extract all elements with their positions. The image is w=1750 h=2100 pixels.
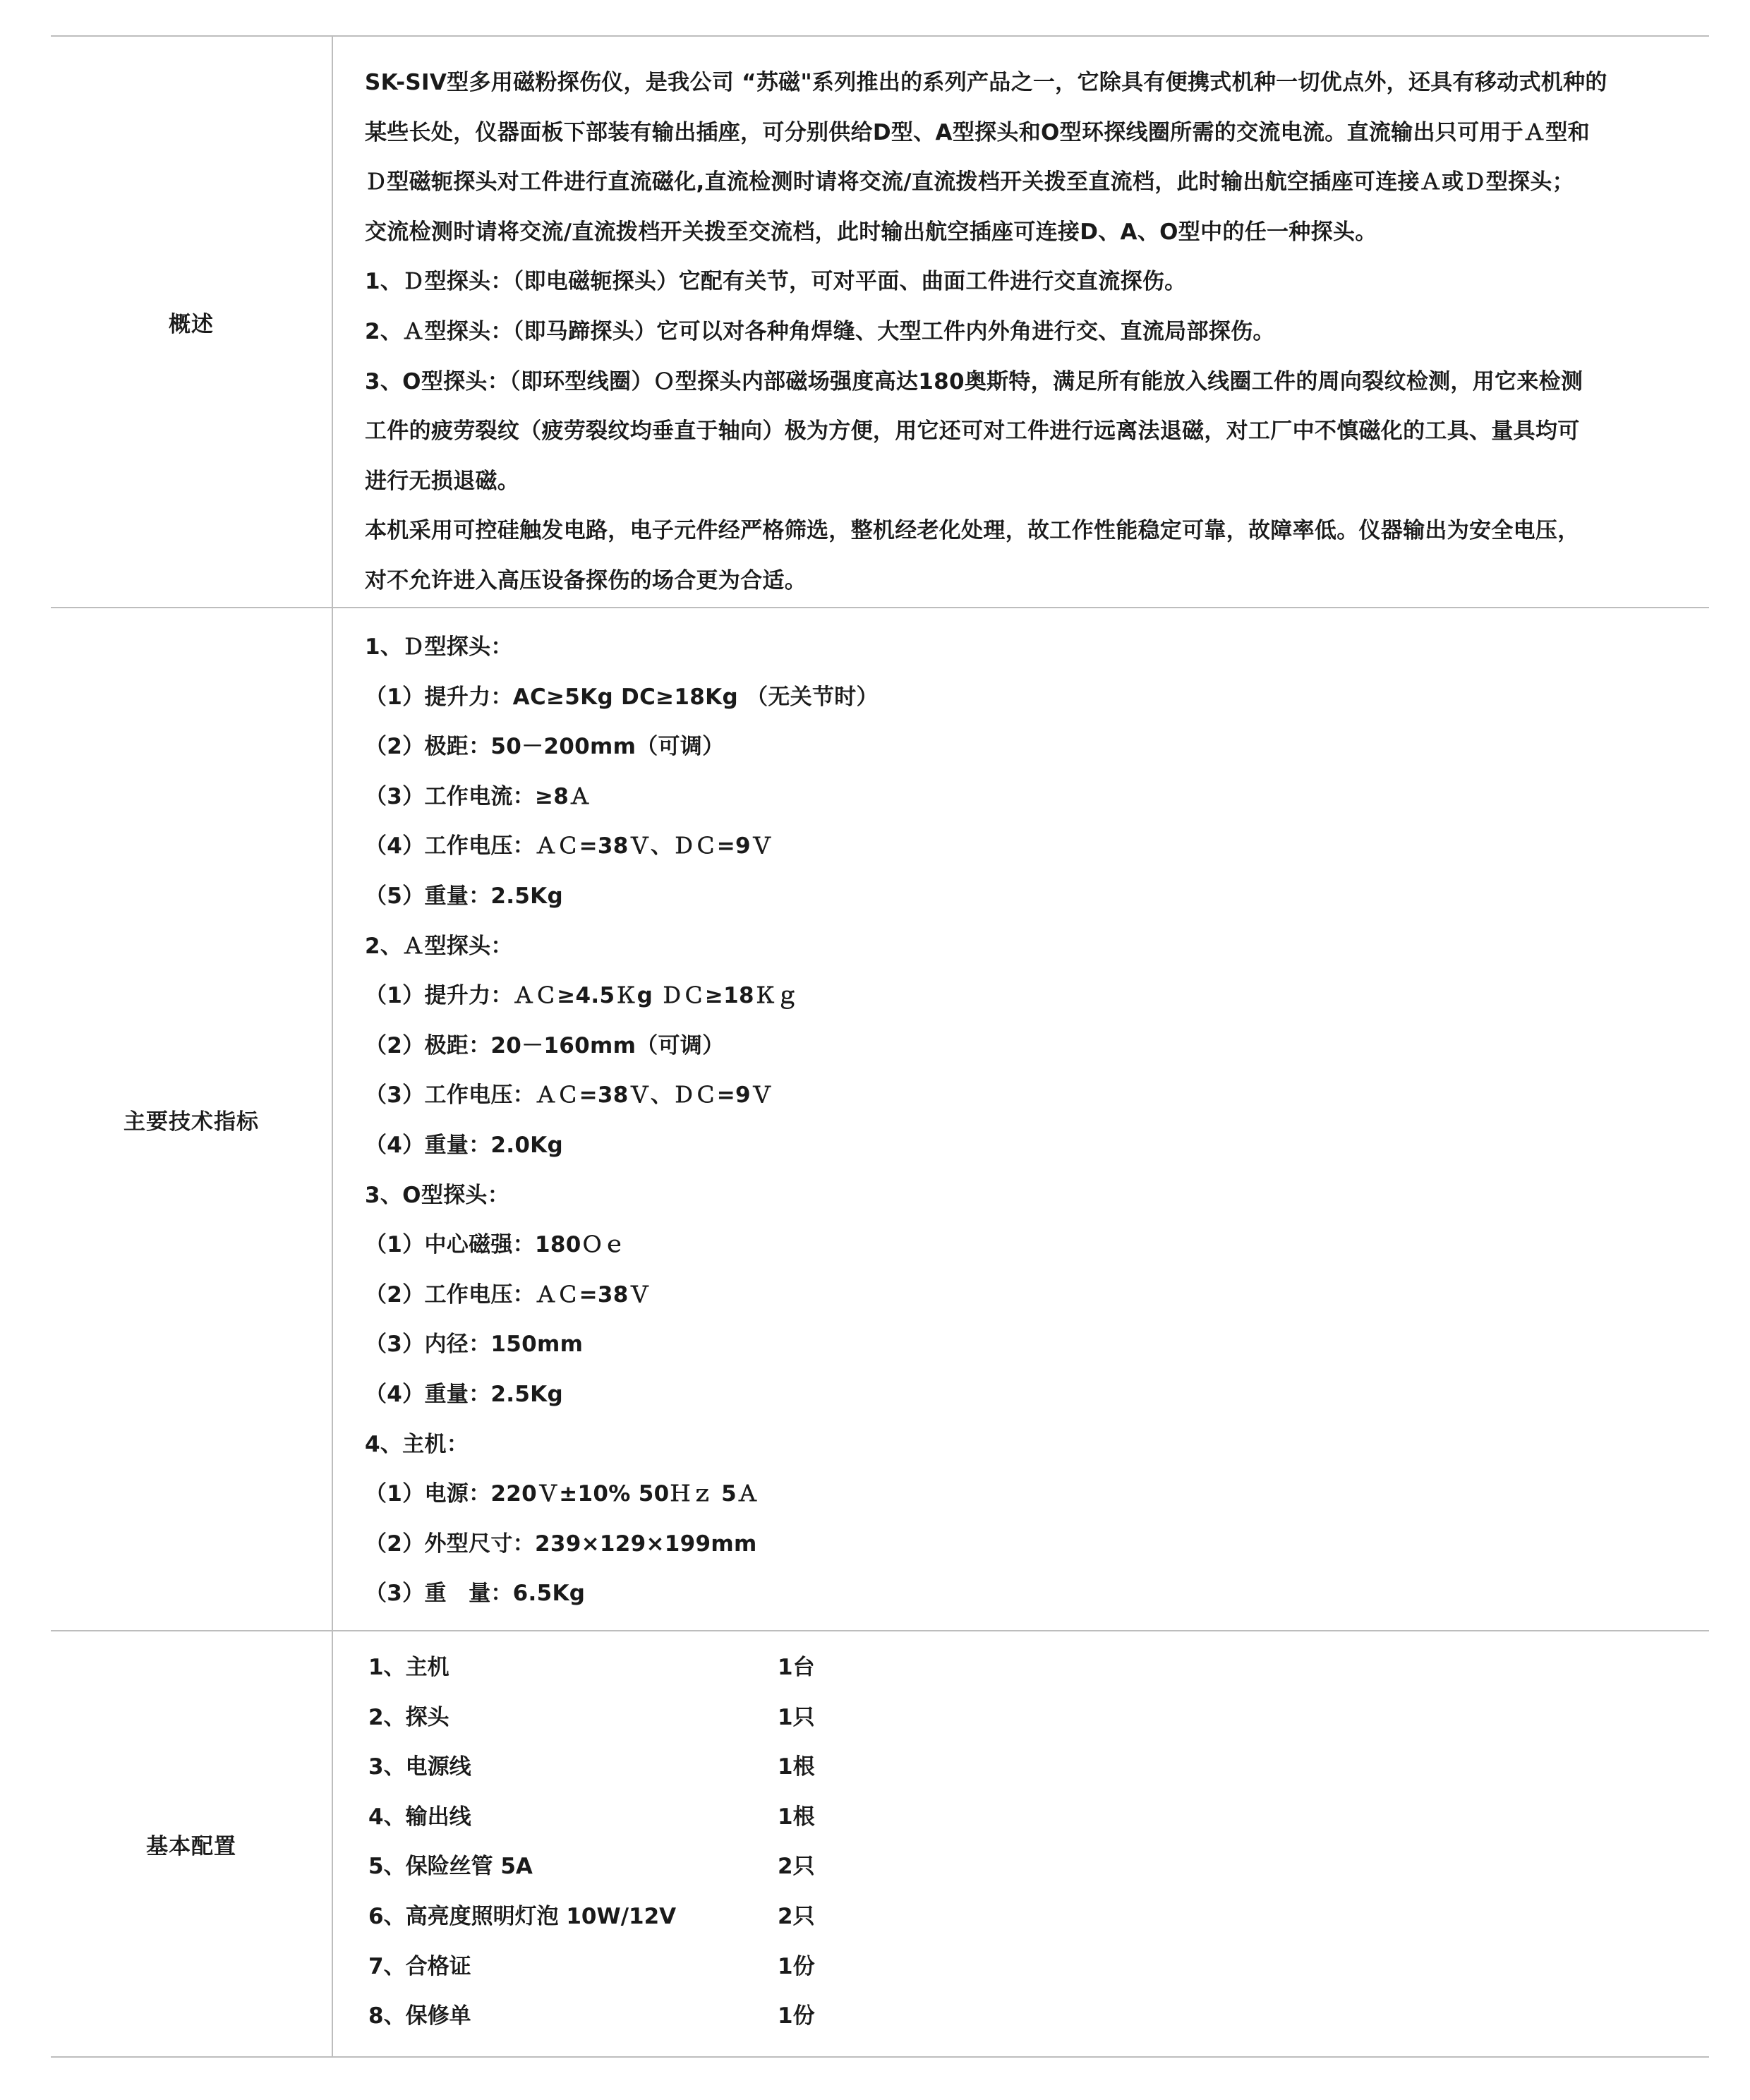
config-item-qty: 1根 [778, 1754, 815, 1780]
config-item [368, 1792, 1681, 1842]
config-item-qty: 1份 [778, 1953, 815, 1979]
config-item-name: 5、保险丝管 5A [368, 1854, 533, 1880]
config-content [333, 1631, 1709, 2056]
spec-line: （3）工作电压：ＡＣ=38Ｖ、ＤＣ=9Ｖ [365, 1082, 773, 1109]
spec-line: （5）重量：2.5Kg [365, 883, 563, 909]
config-item [368, 1643, 1681, 1693]
config-item-name: 3、电源线 [368, 1754, 471, 1780]
config-item-qty: 1台 [778, 1655, 815, 1680]
overview-line: 本机采用可控硅触发电路，电子元件经严格筛选，整机经老化处理，故工作性能稳定可靠，故障率低。仪器输出为安全电压， [365, 518, 1580, 544]
specs-content [333, 608, 1709, 1630]
config-item [368, 1742, 1681, 1792]
config-item-name: 1、主机 [368, 1655, 449, 1680]
overview-label: 概述 [169, 311, 214, 337]
spec-line: 4、主机： [365, 1431, 469, 1457]
specs-label: 主要技术指标 [123, 1109, 259, 1135]
config-item [368, 1991, 1681, 2041]
config-item-name: 6、高亮度照明灯泡 10W/12V [368, 1903, 677, 1929]
config-item-qty: 1只 [778, 1704, 815, 1730]
spec-line: 2、Ａ型探头： [365, 933, 513, 959]
config-item-name: 8、保修单 [368, 2003, 471, 2029]
config-item-qty: 2只 [778, 1903, 815, 1929]
spec-line: （4）重量：2.0Kg [365, 1132, 563, 1158]
config-item [368, 1842, 1681, 1892]
overview-label-cell [51, 37, 333, 607]
spec-line: 3、O型探头： [365, 1182, 510, 1208]
spec-line: （3）重 量：6.5Kg [365, 1581, 586, 1607]
spec-line: （2）极距：50－200mm（可调） [365, 734, 725, 760]
spec-line: 1、Ｄ型探头： [365, 634, 513, 660]
spec-line: （3）工作电流：≥8Ａ [365, 783, 591, 809]
spec-line: （2）外型尺寸：239×129×199mm [365, 1531, 757, 1557]
config-item-qty: 2只 [778, 1854, 815, 1880]
spec-line: （2）工作电压：ＡＣ=38Ｖ [365, 1281, 651, 1308]
spec-line: （1）提升力：ＡＣ≥4.5Ｋg ＤＣ≥18Ｋｇ [365, 983, 799, 1009]
specs-section [51, 607, 1709, 1630]
config-item-qty: 1根 [778, 1804, 815, 1830]
config-item [368, 1942, 1681, 1992]
spec-line: （1）电源：220Ｖ±10% 50Ｈｚ 5Ａ [365, 1481, 759, 1507]
overview-section [51, 35, 1709, 607]
overview-line: 1、Ｄ型探头：（即电磁轭探头）它配有关节，可对平面、曲面工件进行交直流探伤。 [365, 269, 1187, 295]
config-label: 基本配置 [146, 1833, 236, 1859]
overview-line: 进行无损退磁。 [365, 468, 520, 494]
overview-line: 某些长处，仪器面板下部装有输出插座，可分别供给D型、A型探头和O型环探线圈所需的交流电流。直流输出只可用于Ａ型和 [365, 119, 1590, 145]
spec-line: （3）内径：150mm [365, 1332, 584, 1358]
config-item-qty: 1份 [778, 2003, 815, 2029]
spec-line: （1）提升力：AC≥5Kg DC≥18Kg （无关节时） [365, 684, 879, 710]
overview-line: SK-SIV型多用磁粉探伤仪，是我公司 “苏磁"系列推出的系列产品之一，它除具有便携式机种一切优点外，还具有移动式机种的 [365, 70, 1607, 95]
config-item [368, 1892, 1681, 1942]
config-item-name: 2、探头 [368, 1704, 449, 1730]
overview-content [333, 37, 1709, 607]
config-item-name: 4、输出线 [368, 1804, 471, 1830]
overview-line: Ｄ型磁轭探头对工件进行直流磁化,直流检测时请将交流/直流拨档开关拨至直流档，此时输出航空插座可连接Ａ或Ｄ型探头； [365, 169, 1574, 195]
config-item-name: 7、合格证 [368, 1953, 471, 1979]
config-item [368, 1693, 1681, 1743]
overview-line: 对不允许进入高压设备探伤的场合更为合适。 [365, 567, 807, 593]
spec-table [51, 35, 1709, 2058]
overview-line: 工件的疲劳裂纹（疲劳裂纹均垂直于轴向）极为方便，用它还可对工件进行远离法退磁，对工厂中不慎磁化的工具、量具均可 [365, 418, 1580, 445]
spec-line: （2）极距：20－160mm（可调） [365, 1032, 725, 1058]
overview-line: 交流检测时请将交流/直流拨档开关拨至交流档，此时输出航空插座可连接D、A、O型中的任一种探头。 [365, 219, 1377, 245]
overview-line: 3、O型探头：（即环型线圈）Ｏ型探头内部磁场强度高达180奥斯特，满足所有能放入线圈工件的周向裂纹检测，用它来检测 [365, 368, 1583, 394]
config-label-cell [51, 1631, 333, 2056]
overview-line: 2、Ａ型探头：（即马蹄探头）它可以对各种角焊缝、大型工件内外角进行交、直流局部探伤。 [365, 318, 1275, 344]
config-section [51, 1630, 1709, 2058]
spec-line: （1）中心磁强：180Ｏｅ [365, 1232, 626, 1258]
spec-line: （4）重量：2.5Kg [365, 1381, 563, 1407]
spec-line: （4）工作电压：ＡＣ=38Ｖ、ＤＣ=9Ｖ [365, 833, 773, 859]
specs-label-cell [51, 608, 333, 1630]
